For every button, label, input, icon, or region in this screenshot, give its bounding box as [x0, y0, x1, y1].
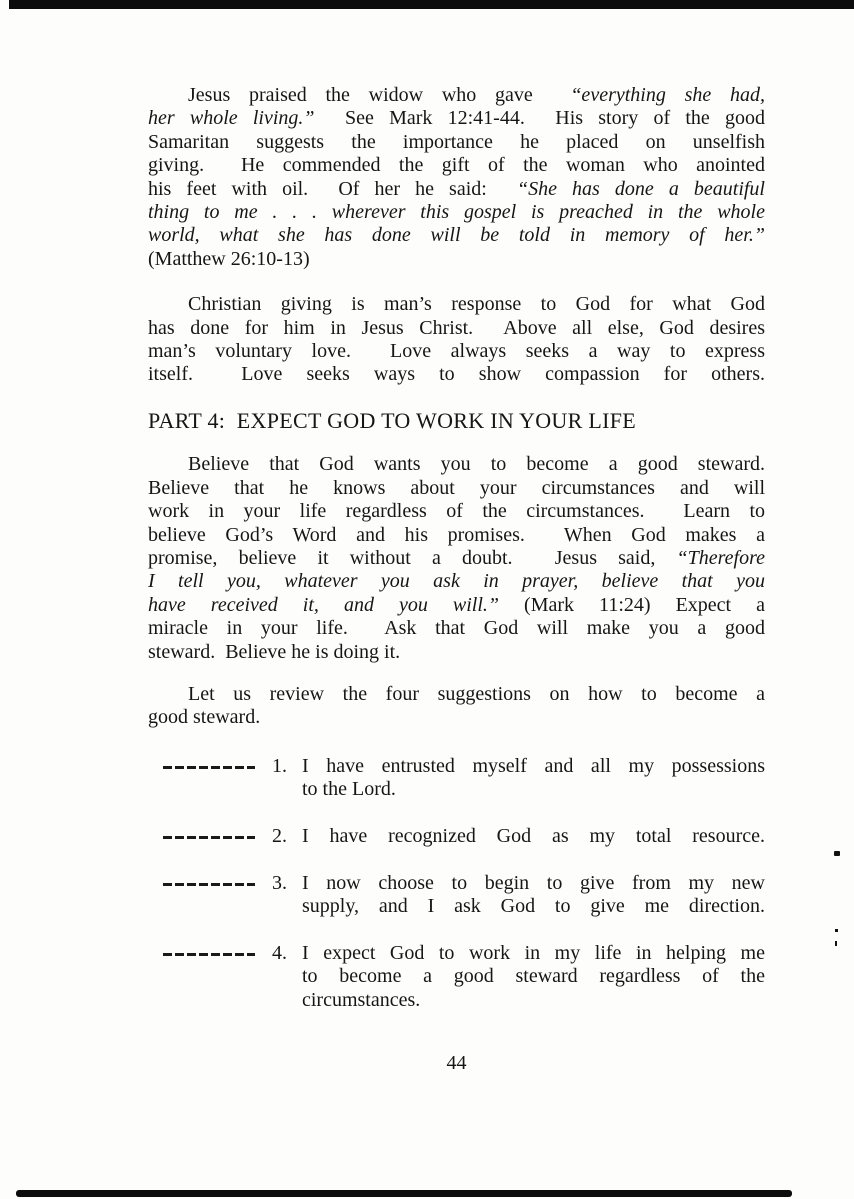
text-line	[148, 340, 765, 363]
item-text	[302, 755, 765, 802]
text-line	[148, 201, 765, 224]
text-segment: Samaritan suggests the importance he placed on unselfish	[148, 130, 765, 153]
text-segment: has done for him in Jesus Christ. Above all else, God desires	[148, 316, 765, 339]
text-line	[148, 617, 765, 640]
text-segment: his feet with oil. Of her he said:	[148, 177, 517, 200]
text-line	[302, 755, 765, 778]
text-line	[148, 477, 765, 500]
italic-text-segment: thing to me . . . wherever this gospel is preached in the whole	[148, 201, 765, 224]
italic-text-segment: world, what she has done will be told in memory of her.”	[148, 224, 765, 247]
text-segment: Christian giving is man’s response to God for what God	[188, 293, 765, 316]
text-line	[302, 942, 765, 965]
text-segment: man’s voluntary love. Love always seeks a way to express	[148, 340, 765, 363]
paragraph-christian-giving	[148, 293, 765, 387]
text-line	[148, 594, 765, 617]
text-segment: itself. Love seeks ways to show compassion for others.	[148, 363, 765, 386]
page-number: 44	[446, 1052, 467, 1074]
text-segment: Believe that God wants you to become a good steward.	[188, 453, 765, 476]
italic-text-segment: I tell you, whatever you ask in prayer, believe that you	[148, 570, 765, 593]
text-line	[148, 131, 765, 154]
text-line	[148, 641, 765, 664]
text-segment: believe God’s Word and his promises. When God makes a	[148, 523, 765, 546]
text-segment: (Matthew 26:10-13)	[148, 247, 310, 270]
item-number: 4.	[272, 941, 287, 964]
text-line	[148, 178, 765, 201]
item-text	[302, 942, 765, 1012]
text-line	[148, 524, 765, 547]
text-segment: Let us review the four suggestions on how to become a	[188, 682, 765, 705]
text-segment: miracle in your life. Ask that God will make you a good	[148, 617, 765, 640]
text-segment: giving. He commended the gift of the woman who anointed	[148, 154, 765, 177]
text-line	[148, 224, 765, 247]
text-segment: Believe that he knows about your circumstances and will	[148, 476, 765, 499]
text-line	[302, 895, 765, 918]
text-line	[148, 547, 765, 570]
item-number: 3.	[272, 871, 287, 894]
text-line	[148, 453, 765, 476]
blank-answer-line	[163, 953, 255, 956]
text-line	[302, 872, 765, 895]
item-text	[302, 825, 765, 848]
paragraph-widow-giving	[148, 84, 765, 271]
italic-text-segment: “Therefore	[676, 546, 765, 569]
text-line	[148, 84, 765, 107]
text-segment: I have recognized God as my total resource.	[302, 824, 765, 847]
item-number: 2.	[272, 824, 287, 847]
ink-speck	[834, 851, 840, 856]
text-segment: promise, believe it without a doubt. Jesus said,	[148, 546, 677, 569]
text-line	[148, 683, 765, 706]
review-item	[163, 942, 765, 1012]
text-line	[302, 778, 765, 801]
text-segment: work in your life regardless of the circumstances. Learn to	[148, 500, 765, 523]
italic-text-segment: her whole living.”	[148, 107, 315, 130]
text-segment: I have entrusted myself and all my possessions	[302, 754, 765, 777]
text-segment: Jesus praised the widow who gave	[188, 84, 571, 106]
text-segment: to become a good steward regardless of the	[302, 965, 765, 988]
text-line	[148, 107, 765, 130]
ink-speck	[835, 929, 838, 932]
text-segment: good steward.	[148, 706, 261, 729]
text-line	[148, 317, 765, 340]
text-segment: I expect God to work in my life in helping me	[302, 941, 765, 964]
blank-answer-line	[163, 883, 255, 886]
item-number: 1.	[272, 754, 287, 777]
item-text	[302, 872, 765, 919]
text-line	[148, 154, 765, 177]
review-item	[163, 872, 765, 919]
text-line	[148, 500, 765, 523]
text-segment: steward. Believe he is doing it.	[148, 640, 401, 663]
text-segment: (Mark 11:24) Expect a	[499, 593, 765, 616]
text-line	[148, 363, 765, 386]
blank-answer-line	[163, 836, 255, 839]
scan-artifact-top-bar	[9, 0, 854, 9]
review-item	[163, 825, 765, 848]
paragraph-review-intro	[148, 683, 765, 730]
text-line	[302, 965, 765, 988]
text-segment: See Mark 12:41-44. His story of the good	[314, 107, 765, 130]
text-line	[148, 293, 765, 316]
text-line	[148, 248, 765, 271]
text-line	[148, 706, 765, 729]
paragraph-believe	[148, 453, 765, 664]
text-line	[148, 570, 765, 593]
text-segment: to the Lord.	[302, 778, 396, 801]
blank-answer-line	[163, 766, 255, 769]
text-segment: circumstances.	[302, 988, 421, 1011]
text-column	[148, 84, 765, 1075]
scan-artifact-bottom-bar	[16, 1190, 792, 1197]
review-list	[148, 755, 765, 1012]
text-line	[302, 989, 765, 1012]
italic-text-segment: “everything she had,	[570, 84, 765, 106]
italic-text-segment: “She has done a beautiful	[516, 177, 765, 200]
review-item	[163, 755, 765, 802]
ink-speck	[835, 941, 837, 946]
text-line	[302, 825, 765, 848]
italic-text-segment: have received it, and you will.”	[148, 593, 500, 616]
text-segment: supply, and I ask God to give me direction.	[302, 895, 765, 918]
text-segment: I now choose to begin to give from my new	[302, 871, 765, 894]
section-heading: PART 4: EXPECT GOD TO WORK IN YOUR LIFE	[148, 407, 637, 433]
